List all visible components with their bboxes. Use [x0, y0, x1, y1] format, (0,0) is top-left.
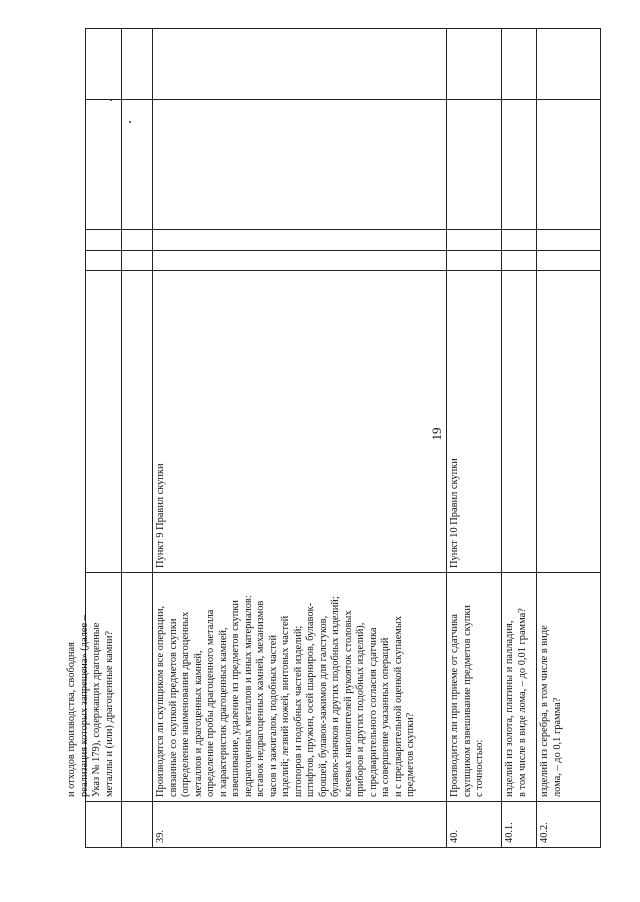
question-line: изделий; лезвий ножей, винтовых частей: [280, 615, 291, 797]
question-line: (определение наименования драгоценных: [180, 611, 191, 797]
question-line: булавок-значков и других подобных изделий;: [330, 596, 341, 797]
table-border-left: [85, 847, 601, 848]
column-divider: [85, 229, 601, 230]
question-cell: [536, 573, 600, 801]
question-line: в том числе в виде лома, – до 0,01 грамма?: [516, 608, 528, 797]
question-cell: [446, 573, 501, 801]
question-line: приборов и других подобных изделий),: [355, 622, 366, 797]
question-line: с точностью:: [474, 739, 485, 797]
row-number: 40.2.: [539, 822, 550, 843]
question-line: с предварительного согласия сдатчика: [367, 627, 379, 797]
question-line: изделий из серебра, в том числе в виде: [539, 625, 550, 797]
row-divider: [121, 28, 122, 848]
page-number: 19: [429, 427, 444, 441]
row-number: 39.: [155, 830, 166, 843]
question-line: недрагоценных металлов и иных материалов:: [242, 595, 254, 797]
question-line: клеевых наполнителей рукояток столовых: [342, 610, 354, 797]
question-line: брошей, булавок-зажимов для галстуков,: [317, 615, 329, 797]
question-cell: [152, 573, 446, 801]
table-border-bottom: [600, 28, 601, 848]
question-line: и отходов производства, свободная: [66, 642, 77, 797]
question-line: определение пробы драгоценного металла: [205, 609, 216, 797]
question-line: металлов и драгоценных камней,: [192, 650, 204, 797]
checklist-table: [66, 28, 601, 848]
question-line: на совершение указанных операций: [380, 637, 391, 797]
row-number: 40.: [449, 830, 460, 843]
table-border-right: [85, 28, 601, 29]
question-line: реализация которых запрещена» (далее –: [78, 615, 90, 797]
question-line: штопоров и подобных частей изделий;: [292, 625, 304, 797]
question-line: вставок недрагоценных камней, механизмов: [255, 600, 266, 797]
column-divider: [85, 99, 601, 100]
column-divider: [85, 250, 601, 251]
question-line: часов и зажигалок, подобных частей: [267, 634, 279, 797]
question-cell: [501, 573, 536, 801]
question-line: скупщиком взвешивание предметов скупки: [461, 605, 473, 797]
question-line: изделий из золота, платины и палладия,: [504, 620, 515, 797]
question-line: Производится ли при приеме от сдатчика: [449, 613, 460, 797]
reference-cell: Пункт 10 Правил скупки: [449, 458, 460, 568]
row-number: 40.1.: [504, 822, 515, 843]
question-line: предметов скупки?: [405, 712, 416, 797]
question-cell: [63, 573, 121, 801]
question-line: лома, – до 0,1 грамма?: [551, 697, 563, 797]
question-line: Указ № 179), содержащих драгоценные: [91, 622, 102, 797]
question-line: Производятся ли скупщиком все операции,: [155, 605, 166, 797]
question-line: и с предварительной оценкой скупаемых: [392, 615, 404, 797]
question-line: и характеристик драгоценных камней,: [217, 627, 229, 797]
question-line: металлы и (или) драгоценные камни?: [103, 630, 115, 797]
question-line: связанные со скупкой предметов скупки: [167, 618, 179, 797]
question-line: штифтов, пружин, осей шарниров, булавок-: [305, 602, 316, 797]
reference-cell: Пункт 9 Правил скупки: [155, 463, 166, 568]
question-line: взвешивание, удаление из предметов скупки: [230, 600, 241, 797]
